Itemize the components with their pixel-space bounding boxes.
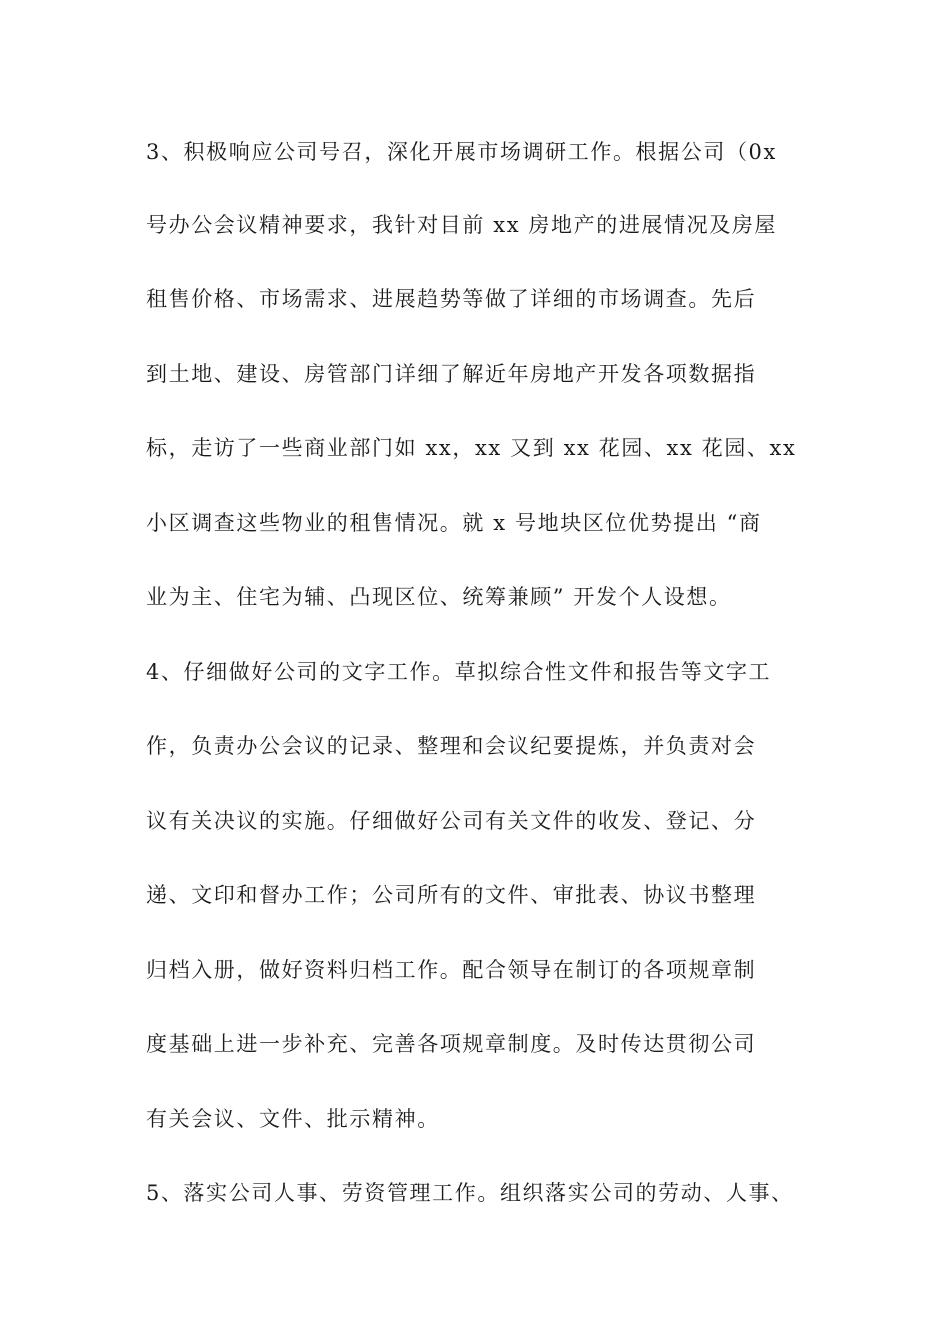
text-line: 小区调查这些物业的租售情况。就 x 号地块区位优势提出 “商 [146, 511, 762, 535]
text-line: 5、落实公司人事、劳资管理工作。组织落实公司的劳动、人事、 [146, 1181, 794, 1205]
text-line: 作，负责办公会议的记录、整理和会议纪要提炼，并负责对会 [146, 734, 757, 758]
text-line: 号办公会议精神要求，我针对目前 xx 房地产的进展情况及房屋 [146, 213, 778, 237]
text-line: 有关会议、文件、批示精神。 [146, 1107, 440, 1131]
text-line: 到土地、建设、房管部门详细了解近年房地产开发各项数据指 [146, 362, 757, 386]
text-line: 度基础上进一步补充、完善各项规章制度。及时传达贯彻公司 [146, 1032, 757, 1056]
text-line: 4、仔细做好公司的文字工作。草拟综合性文件和报告等文字工 [146, 660, 772, 684]
text-line: 递、文印和督办工作；公司所有的文件、审批表、协议书整理 [146, 883, 757, 907]
text-line: 议有关决议的实施。仔细做好公司有关文件的收发、登记、分 [146, 809, 757, 833]
text-line: 业为主、住宅为辅、凸现区位、统筹兼顾” 开发个人设想。 [146, 585, 732, 609]
text-line: 租售价格、市场需求、进展趋势等做了详细的市场调查。先后 [146, 287, 757, 311]
text-line: 3、积极响应公司号召，深化开展市场调研工作。根据公司（0x [146, 140, 777, 164]
text-line: 标，走访了一些商业部门如 xx，xx 又到 xx 花园、xx 花园、xx [146, 436, 797, 460]
text-line: 归档入册，做好资料归档工作。配合领导在制订的各项规章制 [146, 958, 757, 982]
